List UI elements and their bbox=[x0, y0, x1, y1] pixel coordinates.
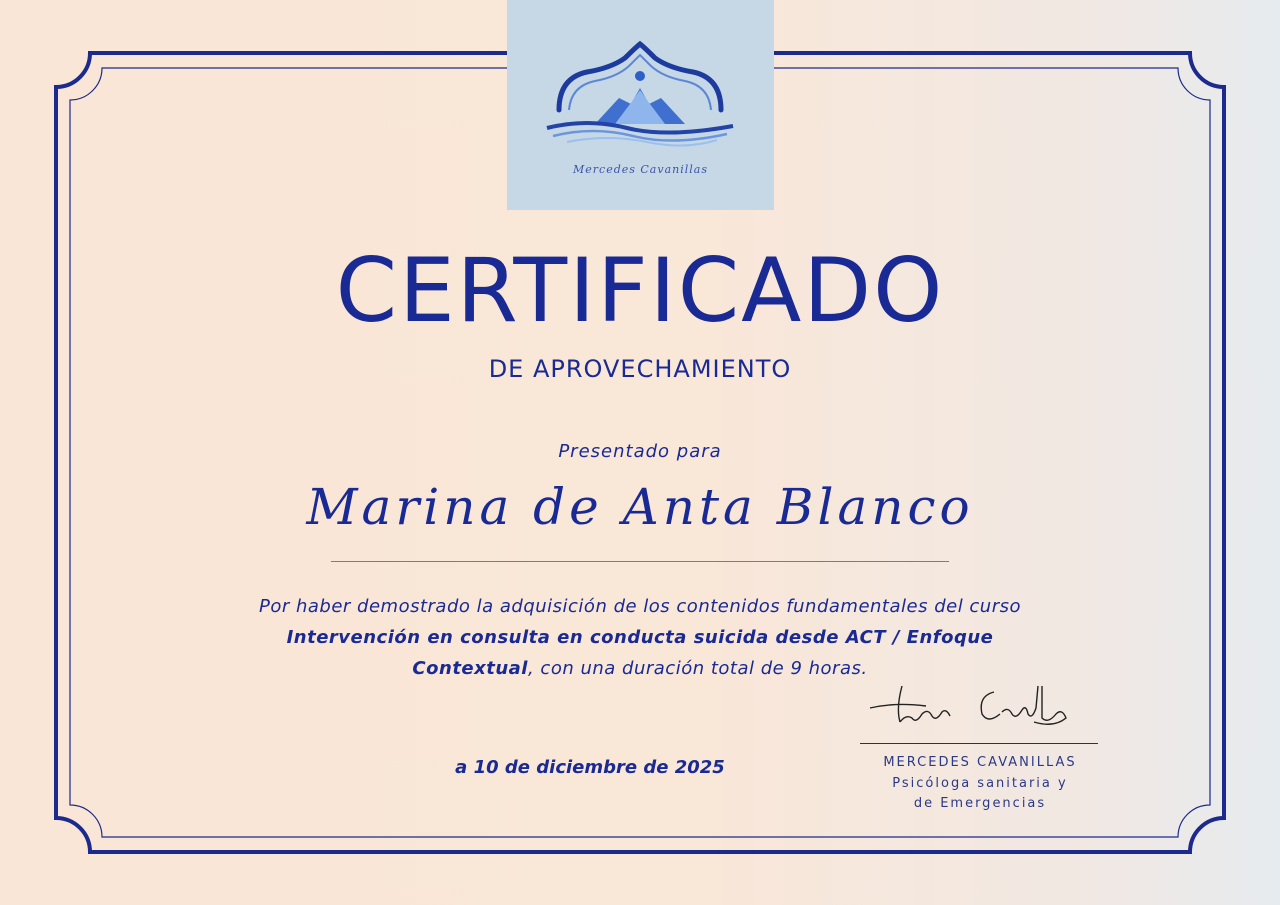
signature-line bbox=[860, 743, 1098, 744]
signer-role-line1: Psicóloga sanitaria y bbox=[892, 776, 1068, 791]
certificate-body bbox=[250, 591, 1030, 684]
logo-block bbox=[507, 0, 774, 210]
course-name: Intervención en consulta en conducta suicida desde ACT / Enfoque Contextual bbox=[286, 627, 994, 679]
certificate-title: CERTIFICADO bbox=[335, 239, 945, 342]
recipient-underline bbox=[331, 561, 949, 562]
signer-name: MERCEDES CAVANILLAS bbox=[883, 755, 1077, 770]
handwritten-signature bbox=[866, 678, 1076, 738]
body-suffix: , con una duración total de 9 horas. bbox=[527, 658, 868, 679]
logo-brand-text: Mercedes Cavanillas bbox=[573, 163, 708, 176]
body-prefix: Por haber demostrado la adquisición de los contenidos fundamentales del curso bbox=[258, 596, 1022, 617]
mountain-arch-logo-icon bbox=[507, 0, 774, 160]
recipient-name: Marina de Anta Blanco bbox=[306, 478, 974, 536]
presented-label: Presentado para bbox=[558, 441, 722, 462]
signer-role-line2: de Emergencias bbox=[913, 796, 1047, 811]
certificate-date: a 10 de diciembre de 2025 bbox=[455, 757, 725, 778]
certificate-subtitle: DE APROVECHAMIENTO bbox=[488, 355, 792, 383]
